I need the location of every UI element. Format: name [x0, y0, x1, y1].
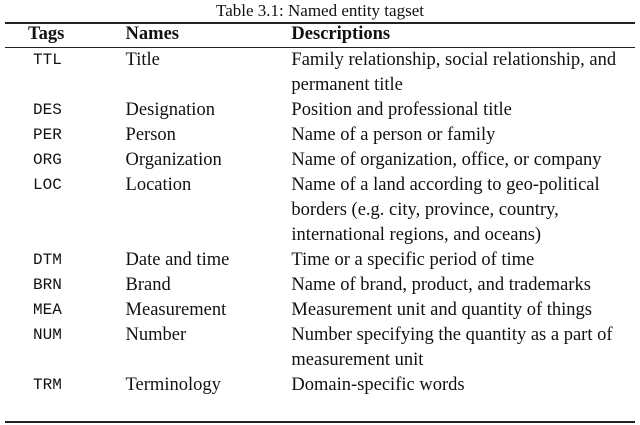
table-row: [5, 98, 635, 123]
header-row: [5, 22, 635, 47]
table-row: [5, 173, 635, 248]
table-caption: Table 3.1: Named entity tagset: [216, 1, 424, 20]
description-cell: Name of organization, office, or company: [291, 150, 602, 170]
description-cell: Measurement unit and quantity of things: [291, 300, 592, 320]
tag-cell: PER: [33, 126, 62, 144]
name-cell: Title: [125, 50, 160, 70]
tag-cell: TRM: [33, 376, 62, 394]
table-row: [5, 123, 635, 148]
table-row: [5, 248, 635, 273]
description-cell: Name of a land according to geo-political borders (e.g. city, province, country, international regions, and oceans): [291, 175, 600, 245]
table-row: [5, 273, 635, 298]
name-cell: Number: [125, 325, 187, 345]
name-cell: Brand: [125, 275, 171, 295]
name-cell: Measurement: [125, 300, 227, 320]
name-cell: Organization: [125, 150, 222, 170]
bottom-rule: [5, 421, 635, 423]
table-row: [5, 47, 635, 98]
table-row: [5, 148, 635, 173]
tag-cell: TTL: [33, 51, 62, 69]
name-cell: Designation: [125, 100, 215, 120]
name-cell: Date and time: [125, 250, 230, 270]
header-descriptions: Descriptions: [291, 24, 391, 44]
table-row: [5, 298, 635, 323]
description-cell: Name of brand, product, and trademarks: [291, 275, 591, 295]
table-row: [5, 373, 635, 398]
tag-cell: LOC: [33, 176, 62, 194]
description-cell: Domain-specific words: [291, 375, 465, 395]
description-cell: Time or a specific period of time: [291, 250, 535, 270]
tag-cell: ORG: [33, 151, 62, 169]
header-tags: Tags: [28, 24, 65, 44]
tag-cell: NUM: [33, 326, 62, 344]
named-entity-table: [5, 22, 635, 398]
name-cell: Location: [125, 175, 192, 195]
tag-cell: DES: [33, 101, 62, 119]
name-cell: Person: [125, 125, 176, 145]
tag-cell: MEA: [33, 301, 62, 319]
description-cell: Family relationship, social relationship, and permanent title: [291, 50, 617, 95]
tag-cell: BRN: [33, 276, 62, 294]
name-cell: Terminology: [125, 375, 221, 395]
header-names: Names: [125, 24, 179, 44]
table-row: [5, 323, 635, 373]
description-cell: Name of a person or family: [291, 125, 496, 145]
description-cell: Position and professional title: [291, 100, 512, 120]
description-cell: Number specifying the quantity as a part of measurement unit: [291, 325, 613, 370]
tag-cell: DTM: [33, 251, 62, 269]
